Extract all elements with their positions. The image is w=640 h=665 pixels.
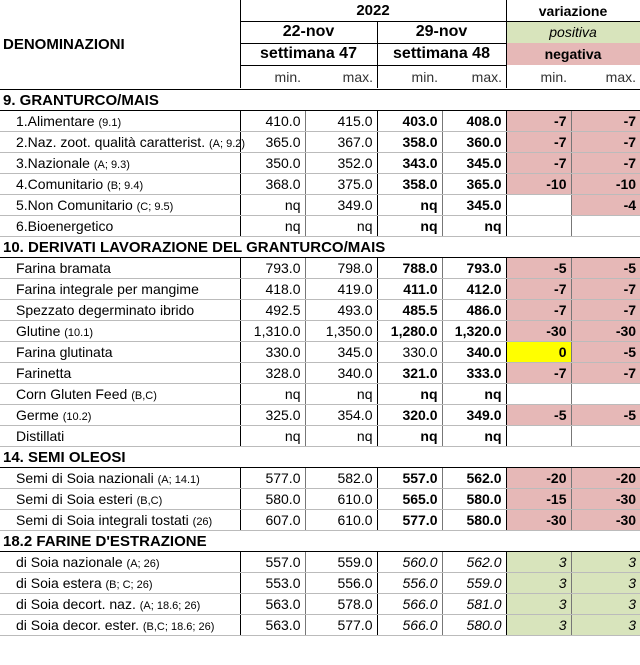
min-week48-cell: 577.0 [377,510,442,531]
variation-max-cell: -5 [571,342,640,363]
max-week48-cell: 581.0 [442,594,506,615]
min-week47-cell: 793.0 [240,258,305,279]
section-title: 9. GRANTURCO/MAIS [0,90,640,111]
max-week47-cell: 559.0 [305,552,377,573]
variation-max-cell: -20 [571,468,640,489]
max-week48-cell: 562.0 [442,468,506,489]
table-row [0,426,640,447]
min-header: min. [411,68,438,85]
item-reference: (10.2) [62,411,92,423]
item-name [0,615,240,636]
variation-min-cell: -7 [506,132,571,153]
item-name [0,279,240,300]
item-label: Farina glutinata [16,344,113,360]
item-name [0,510,240,531]
item-label: Distillati [16,428,65,444]
max-week48-cell: nq [442,426,506,447]
max-week47-cell: 345.0 [305,342,377,363]
table-row [0,363,640,384]
item-label: 4.Comunitario [16,176,104,192]
max-header: max. [342,68,373,85]
table-row [0,573,640,594]
min-week47-cell: 563.0 [240,615,305,636]
item-reference: (10.1) [64,327,93,339]
variation-max-cell: -7 [571,300,640,321]
table-row [0,195,640,216]
item-name [0,132,246,153]
variation-min-cell: -30 [506,321,571,342]
item-label: di Soia nazionale [16,554,123,570]
max-week47-cell: nq [305,426,377,447]
price-table [0,89,640,636]
variation-max-cell: -5 [571,405,640,426]
variation-max-cell [571,426,640,447]
denominazioni-header: DENOMINAZIONI [3,35,125,53]
table-row [0,510,640,531]
variation-max-cell: 3 [571,573,640,594]
min-week47-cell: 563.0 [240,594,305,615]
max-week47-cell: 367.0 [305,132,377,153]
section-header-row [0,90,640,111]
min-header: min. [274,68,301,85]
max-week47-cell: 354.0 [305,405,377,426]
section-title: 18.2 FARINE D'ESTRAZIONE [0,531,640,552]
item-label: 1.Alimentare [16,113,95,129]
min-header: min. [540,68,567,85]
item-label: 5.Non Comunitario [16,197,133,213]
max-week48-cell: 340.0 [442,342,506,363]
variation-min-cell: 3 [506,615,571,636]
variation-max-cell: 3 [571,552,640,573]
min-week47-cell: 350.0 [240,153,305,174]
item-label: di Soia estera [16,575,102,591]
item-label: di Soia decort. naz. [16,596,136,612]
item-label: Farina bramata [16,260,111,276]
variation-max-cell: -7 [571,279,640,300]
min-week47-cell: 365.0 [240,132,305,153]
table-header [0,0,640,88]
item-label: Semi di Soia esteri [16,491,133,507]
min-week47-cell: 325.0 [240,405,305,426]
table-row [0,132,640,153]
item-reference: (A; 9.3) [93,159,130,171]
item-reference: (A; 9.2) [208,138,246,150]
variation-max-cell [571,384,640,405]
min-week47-cell: 418.0 [240,279,305,300]
min-week48-cell: nq [377,426,442,447]
min-week48-cell: 566.0 [377,615,442,636]
variation-min-cell: -5 [506,258,571,279]
item-reference: (B; 9.4) [107,180,144,192]
table-row [0,321,640,342]
table-row [0,615,640,636]
variation-max-cell: -7 [571,153,640,174]
table-row [0,594,640,615]
table-row [0,174,640,195]
variation-min-cell: -10 [506,174,571,195]
min-week48-cell: 485.5 [377,300,442,321]
variation-min-cell: 3 [506,594,571,615]
variation-max-cell: -10 [571,174,640,195]
table-row [0,405,640,426]
max-week47-cell: 577.0 [305,615,377,636]
min-week47-cell: 553.0 [240,573,305,594]
item-name [0,342,240,363]
variation-min-cell: -7 [506,279,571,300]
max-week48-cell: nq [442,216,506,237]
item-label: di Soia decor. ester. [16,617,139,633]
item-reference: (26) [192,516,213,528]
item-name [0,405,240,426]
max-week47-cell: 352.0 [305,153,377,174]
max-week48-cell: 349.0 [442,405,506,426]
max-week47-cell: 493.0 [305,300,377,321]
variation-max-cell: 3 [571,594,640,615]
item-reference: (B,C) [131,390,157,402]
item-name [0,195,240,216]
item-name [0,552,240,573]
variation-min-cell [506,195,571,216]
min-week48-cell: 560.0 [377,552,442,573]
min-week48-cell: 320.0 [377,405,442,426]
min-week48-cell: 566.0 [377,594,442,615]
table-row [0,258,640,279]
divider [240,0,241,88]
divider [506,0,507,88]
item-name [0,216,240,237]
item-name [0,153,240,174]
max-week47-cell: 340.0 [305,363,377,384]
min-week48-cell: 788.0 [377,258,442,279]
max-header: max. [471,68,502,85]
min-week47-cell: 577.0 [240,468,305,489]
max-week47-cell: 610.0 [305,510,377,531]
table-row [0,384,640,405]
item-name [0,363,240,384]
variation-min-cell: -7 [506,111,571,132]
item-name [0,468,240,489]
item-label: Corn Gluten Feed [16,386,128,402]
variation-max-cell: -7 [571,363,640,384]
table-row [0,279,640,300]
table-row [0,300,640,321]
variation-max-cell: 3 [571,615,640,636]
table-row [0,111,640,132]
item-label: Farina integrale per mangime [16,281,199,297]
variation-max-cell: -30 [571,510,640,531]
section-header-row [0,447,640,468]
item-label: Farinetta [16,365,72,381]
week2-header: settimana 48 [393,45,490,62]
max-week48-cell: 333.0 [442,363,506,384]
negativa-legend: negativa [506,43,640,65]
divider [377,21,378,88]
date2-header: 29-nov [415,23,468,40]
table-row [0,342,640,363]
min-week47-cell: 328.0 [240,363,305,384]
min-week47-cell: 410.0 [240,111,305,132]
variation-min-cell: -20 [506,468,571,489]
min-week47-cell: 607.0 [240,510,305,531]
item-name [0,300,240,321]
variation-min-cell [506,216,571,237]
item-name [0,111,240,132]
variation-max-cell: -4 [571,195,640,216]
max-week48-cell: 486.0 [442,300,506,321]
variazione-header: variazione [538,2,608,19]
week1-header: settimana 47 [260,45,357,62]
min-week47-cell: 330.0 [240,342,305,363]
item-name [0,594,240,615]
item-name [0,258,240,279]
item-label: Semi di Soia nazionali [16,470,154,486]
max-week48-cell: 1,320.0 [442,321,506,342]
max-week47-cell: nq [305,384,377,405]
item-label: 6.Bioenergetico [16,218,114,234]
max-week48-cell: 562.0 [442,552,506,573]
table-row [0,489,640,510]
variation-min-cell: 3 [506,552,571,573]
variation-min-cell: -30 [506,510,571,531]
item-reference: (A; 18.6; 26) [139,600,201,612]
max-week48-cell: nq [442,384,506,405]
max-week48-cell: 365.0 [442,174,506,195]
min-week47-cell: 368.0 [240,174,305,195]
variation-min-cell: -7 [506,363,571,384]
item-name [0,174,240,195]
max-week48-cell: 580.0 [442,510,506,531]
max-week48-cell: 345.0 [442,195,506,216]
min-week48-cell: 358.0 [377,174,442,195]
min-week48-cell: nq [377,195,442,216]
variation-max-cell: -7 [571,132,640,153]
min-week48-cell: 557.0 [377,468,442,489]
variation-min-cell: -15 [506,489,571,510]
table-row [0,153,640,174]
variation-min-cell [506,384,571,405]
item-reference: (C; 9.5) [136,201,174,213]
max-week48-cell: 412.0 [442,279,506,300]
variation-min-cell [506,426,571,447]
max-week48-cell: 408.0 [442,111,506,132]
min-week48-cell: nq [377,216,442,237]
item-label: Germe [16,407,59,423]
min-week48-cell: 1,280.0 [377,321,442,342]
min-week48-cell: nq [377,384,442,405]
min-week47-cell: nq [240,384,305,405]
item-reference: (B,C; 18.6; 26) [142,621,215,633]
min-week47-cell: nq [240,195,305,216]
item-reference: (B,C) [136,495,163,507]
max-week47-cell: 610.0 [305,489,377,510]
min-week48-cell: 403.0 [377,111,442,132]
table-row [0,216,640,237]
positiva-legend: positiva [506,21,640,43]
section-title: 14. SEMI OLEOSI [0,447,640,468]
item-reference: (9.1) [98,117,122,129]
item-name [0,321,240,342]
min-week47-cell: 492.5 [240,300,305,321]
min-week48-cell: 321.0 [377,363,442,384]
min-week48-cell: 556.0 [377,573,442,594]
max-week48-cell: 360.0 [442,132,506,153]
min-week48-cell: 565.0 [377,489,442,510]
item-reference: (A; 26) [126,558,160,570]
variation-max-cell: -30 [571,321,640,342]
max-week47-cell: 419.0 [305,279,377,300]
section-header-row [0,237,640,258]
max-week47-cell: 582.0 [305,468,377,489]
min-week48-cell: 343.0 [377,153,442,174]
divider [240,43,506,44]
item-label: 3.Nazionale [16,155,90,171]
variation-min-cell: 3 [506,573,571,594]
divider [240,65,506,66]
item-name [0,573,240,594]
variation-min-cell: -7 [506,300,571,321]
variation-min-cell: -5 [506,405,571,426]
min-week47-cell: nq [240,216,305,237]
year-header: 2022 [356,2,390,19]
max-week48-cell: 345.0 [442,153,506,174]
variation-max-cell: -30 [571,489,640,510]
max-week48-cell: 580.0 [442,615,506,636]
variation-max-cell: -5 [571,258,640,279]
max-week47-cell: 415.0 [305,111,377,132]
min-week48-cell: 330.0 [377,342,442,363]
date1-header: 22-nov [282,23,335,40]
max-week48-cell: 793.0 [442,258,506,279]
max-week47-cell: 1,350.0 [305,321,377,342]
max-week47-cell: 798.0 [305,258,377,279]
item-name [0,489,240,510]
variation-max-cell [571,216,640,237]
item-name [0,426,240,447]
item-reference: (B; C; 26) [105,579,153,591]
table-row [0,468,640,489]
table-row [0,552,640,573]
min-week48-cell: 411.0 [377,279,442,300]
min-week48-cell: 358.0 [377,132,442,153]
min-week47-cell: 580.0 [240,489,305,510]
variation-min-cell: 0 [506,342,571,363]
variation-max-cell: -7 [571,111,640,132]
item-label: Semi di Soia integrali tostati [16,512,189,528]
divider [240,21,640,22]
min-week47-cell: 557.0 [240,552,305,573]
item-label: Spezzato degerminato ibrido [16,302,195,318]
max-week47-cell: 556.0 [305,573,377,594]
max-week47-cell: 349.0 [305,195,377,216]
variation-min-cell: -7 [506,153,571,174]
max-week47-cell: 578.0 [305,594,377,615]
max-week48-cell: 580.0 [442,489,506,510]
max-week47-cell: nq [305,216,377,237]
item-label: Glutine [16,323,61,339]
max-week48-cell: 559.0 [442,573,506,594]
section-title: 10. DERIVATI LAVORAZIONE DEL GRANTURCO/MAIS [0,237,640,258]
max-week47-cell: 375.0 [305,174,377,195]
min-week47-cell: 1,310.0 [240,321,305,342]
max-header: max. [605,68,636,85]
item-reference: (A; 14.1) [157,474,200,486]
item-name [0,384,240,405]
min-week47-cell: nq [240,426,305,447]
item-label: 2.Naz. zoot. qualità caratterist. [16,134,206,150]
section-header-row [0,531,640,552]
